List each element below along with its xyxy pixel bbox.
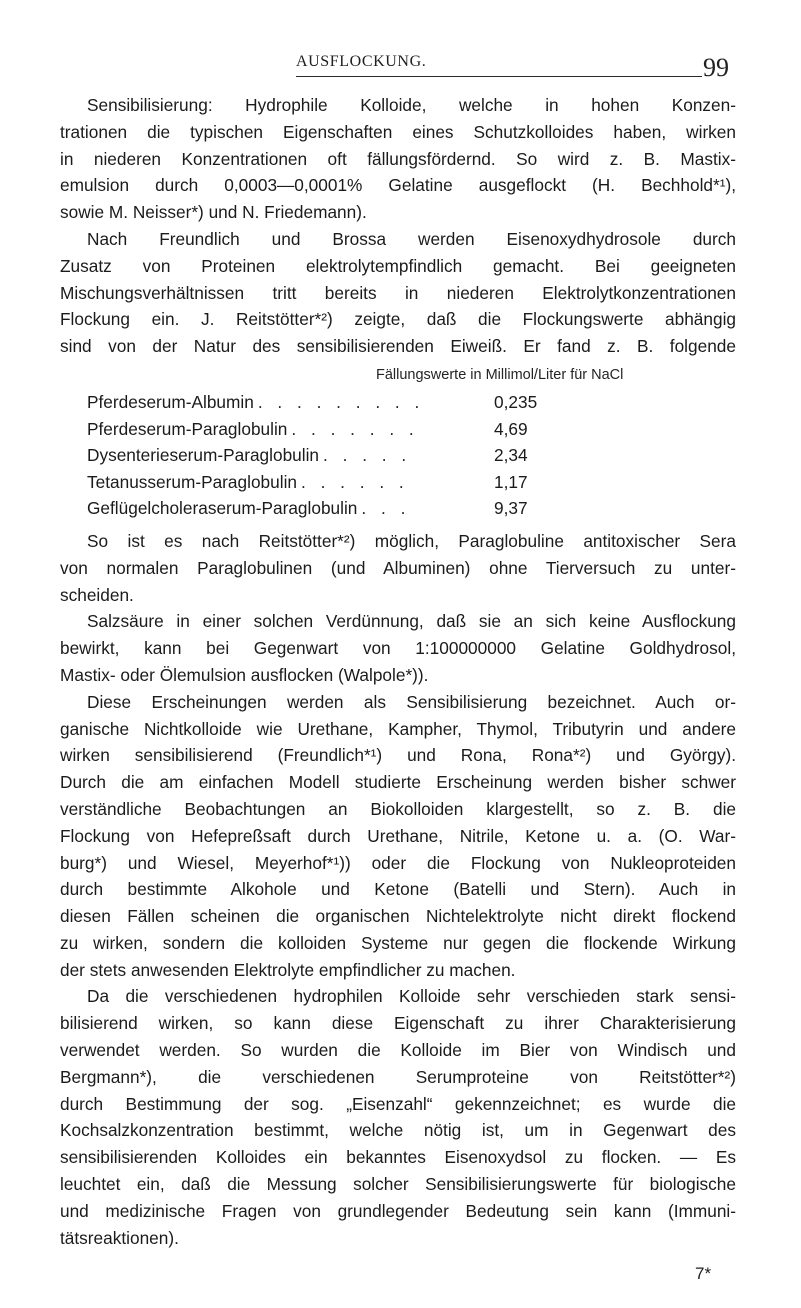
running-head: AUSFLOCKUNG. xyxy=(296,53,427,70)
flocculation-table xyxy=(87,389,550,522)
page-body xyxy=(60,92,736,1251)
page-header xyxy=(0,0,801,82)
text-line: Da die verschiedenen hydrophilen Kolloide sehr verschieden stark sensi- xyxy=(87,986,736,1007)
table-row xyxy=(87,389,550,416)
text-line: sind von der Natur des sensibilisierenden Eiweiß. Er fand z. B. folgende xyxy=(60,336,736,357)
text-line: Diese Erscheinungen werden als Sensibilisierung bezeichnet. Auch or- xyxy=(87,691,736,712)
flocculation-value: 9,37 xyxy=(494,498,528,519)
text-line: durch Bestimmung der sog. „Eisenzahl“ gekennzeichnet; es wurde die xyxy=(60,1093,736,1114)
main-paragraphs xyxy=(60,528,736,1252)
page-number: 99 xyxy=(703,53,729,82)
table-row xyxy=(87,442,550,469)
leader-dots: . . . . . xyxy=(323,445,412,466)
table-row xyxy=(87,416,550,443)
text-line: verständliche Beobachtungen an Biokolloiden klargestellt, so z. B. die xyxy=(60,798,736,819)
serum-name: Geflügelcholeraserum-Paraglobulin xyxy=(87,498,358,519)
text-line: Bergmann*), die verschiedenen Serumproteine von Reitstötter*²) xyxy=(60,1066,736,1087)
text-line: in niederen Konzentrationen oft fällungsfördernd. So wird z. B. Mastix- xyxy=(60,148,736,169)
leader-dots: . . . xyxy=(361,498,411,519)
flocculation-value: 2,34 xyxy=(494,445,528,466)
flocculation-value: 1,17 xyxy=(494,471,528,492)
text-line: leuchtet ein, daß die Messung solcher Sensibilisierungswerte für biologische xyxy=(60,1174,736,1195)
serum-name: Dysenterieserum-Paraglobulin xyxy=(87,445,320,466)
leader-dots: . . . . . . xyxy=(301,471,409,492)
text-line: sowie M. Neisser*) und N. Friedemann). xyxy=(60,202,367,223)
text-line: Mischungsverhältnissen tritt bereits in niederen Elektrolytkonzentrationen xyxy=(60,282,736,303)
text-line: Sensibilisierung: Hydrophile Kolloide, welche in hohen Konzen- xyxy=(87,95,736,115)
text-line: Salzsäure in einer solchen Verdünnung, daß sie an sich keine Ausflockung xyxy=(87,611,736,632)
table-caption: Fällungswerte in Millimol/Liter für NaCl xyxy=(376,366,624,383)
text-line: Zusatz von Proteinen elektrolytempfindlich gemacht. Bei geeigneten xyxy=(60,255,736,276)
text-line: bewirkt, kann bei Gegenwart von 1:100000000 Gelatine Goldhydrosol, xyxy=(60,638,736,659)
flocculation-value: 0,235 xyxy=(494,391,538,412)
intro-paragraphs xyxy=(60,92,736,360)
signature-mark: 7* xyxy=(695,1264,712,1283)
leader-dots: . . . . . . . . . xyxy=(257,391,425,412)
text-line: bilisierend wirken, so kann diese Eigenschaft zu ihrer Charakterisierung xyxy=(60,1013,736,1034)
text-line: Kochsalzkonzentration bestimmt, welche nötig ist, um in Gegenwart des xyxy=(60,1120,736,1141)
table-row xyxy=(87,469,550,496)
text-line: von normalen Paraglobulinen (und Albuminen) ohne Tierversuch zu unter- xyxy=(60,557,736,578)
text-line: burg*) und Wiesel, Meyerhof*¹)) oder die Flockung von Nukleoproteiden xyxy=(60,852,736,873)
text-line: sensibilisierenden Kolloides ein bekanntes Eisenoxydsol zu flocken. — Es xyxy=(60,1147,736,1168)
table-row xyxy=(87,495,550,522)
flocculation-value: 4,69 xyxy=(494,418,528,439)
header-rule xyxy=(296,76,702,77)
text-line: Flockung ein. J. Reitstötter*²) zeigte, daß die Flockungswerte abhängig xyxy=(60,309,736,330)
serum-name: Tetanusserum-Paraglobulin xyxy=(87,471,297,492)
serum-name: Pferdeserum-Albumin xyxy=(87,391,254,412)
text-line: So ist es nach Reitstötter*²) möglich, Paraglobuline antitoxischer Sera xyxy=(87,530,736,551)
text-line: Flockung von Hefepreßsaft durch Urethane, Nitrile, Ketone u. a. (O. War- xyxy=(60,825,736,846)
text-line: durch bestimmte Alkohole und Ketone (Batelli und Stern). Auch in xyxy=(60,879,736,900)
text-line: wirken sensibilisierend (Freundlich*¹) und Rona, Rona*²) und György). xyxy=(60,745,736,766)
text-line: tätsreaktionen). xyxy=(60,1227,179,1248)
leader-dots: . . . . . . . xyxy=(291,418,419,439)
text-line: emulsion durch 0,0003—0,0001% Gelatine ausgeflockt (H. Bechhold*¹), xyxy=(60,175,736,196)
text-line: Nach Freundlich und Brossa werden Eisenoxydhydrosole durch xyxy=(87,228,736,249)
text-line: und medizinische Fragen von grundlegender Bedeutung sein kann (Immuni- xyxy=(60,1200,736,1221)
text-line: verwendet werden. So wurden die Kolloide im Bier von Windisch und xyxy=(60,1040,736,1061)
serum-name: Pferdeserum-Paraglobulin xyxy=(87,418,288,439)
text-line: Durch die am einfachen Modell studierte Erscheinung werden bisher schwer xyxy=(60,772,736,793)
text-line: diesen Fällen scheinen die organischen Nichtelektrolyte nicht direkt flockend xyxy=(60,906,736,927)
text-line: ganische Nichtkolloide wie Urethane, Kampher, Thymol, Tributyrin und andere xyxy=(60,718,736,739)
text-line: trationen die typischen Eigenschaften eines Schutzkolloides haben, wirken xyxy=(60,121,736,142)
text-line: der stets anwesenden Elektrolyte empfindlicher zu machen. xyxy=(60,959,516,980)
text-line: scheiden. xyxy=(60,584,134,605)
text-line: Mastix- oder Ölemulsion ausflocken (Walpole*)). xyxy=(60,664,429,685)
text-line: zu wirken, sondern die kolloiden Systeme nur gegen die flockende Wirkung xyxy=(60,932,736,953)
